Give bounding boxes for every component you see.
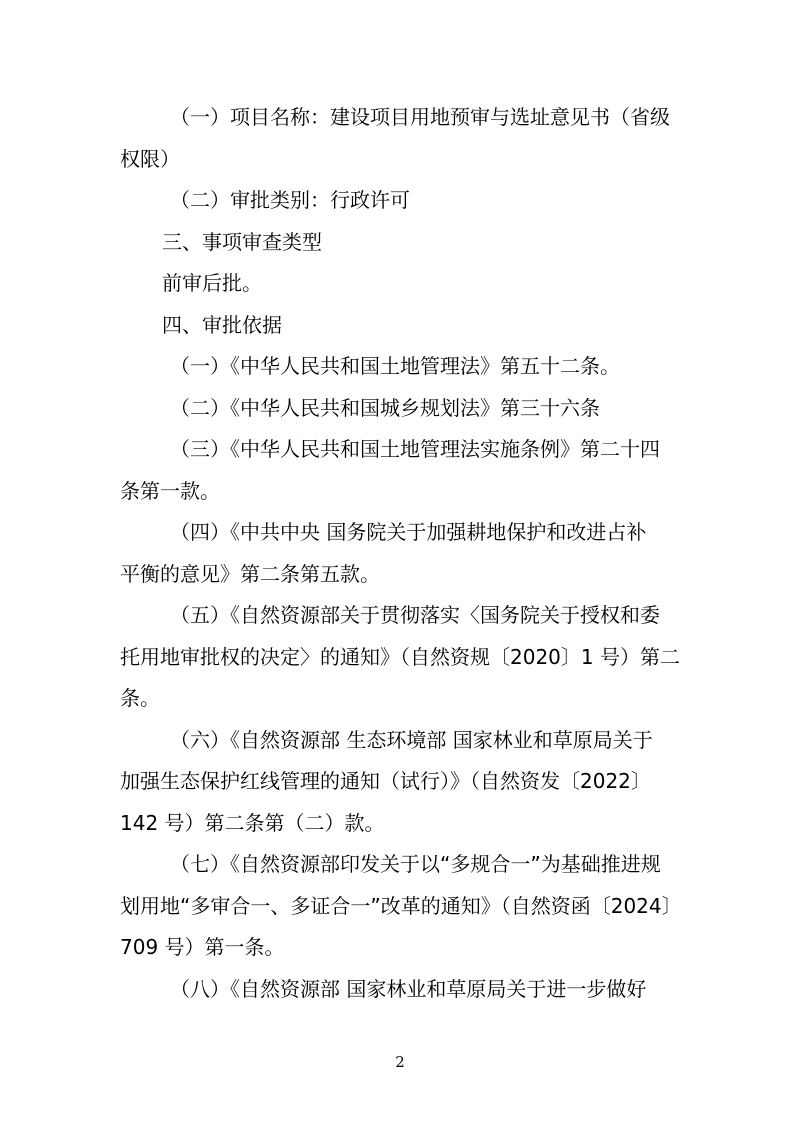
- text-line-basis-2: （二）《中华人民共和国城乡规划法》第三十六条: [170, 395, 600, 420]
- text-line-project-name: （一）项目名称：建设项目用地预审与选址意见书（省级: [170, 105, 670, 129]
- text-line-basis-7-end: 709 号）第一条。: [120, 935, 285, 959]
- text-line-basis-6: （六）《自然资源部 生态环境部 国家林业和草原局关于: [170, 727, 653, 752]
- text-line-basis-3-cont: 条第一款。: [120, 478, 220, 503]
- text-line-basis-5-cont: 托用地审批权的决定〉的通知》（自然资规〔2020〕1 号）第二: [120, 644, 680, 669]
- text-line-basis-7-cont: 划用地“多审合一、多证合一”改革的通知》（自然资函〔2024〕: [120, 893, 682, 918]
- text-line-basis-4: （四）《中共中央 国务院关于加强耕地保护和改进占补: [170, 520, 647, 544]
- text-line-basis-7: （七）《自然资源部印发关于以“多规合一”为基础推进规: [170, 852, 661, 876]
- document-body: [120, 97, 686, 1010]
- text-line-approval-category: （二）审批类别：行政许可: [170, 188, 410, 212]
- text-line-basis-5: （五）《自然资源部关于贯彻落实〈国务院关于授权和委: [170, 603, 660, 627]
- text-line-basis-6-cont: 加强生态保护红线管理的通知（试行）》（自然资发〔2022〕: [120, 769, 651, 793]
- section-heading-approval-basis: 四、审批依据: [162, 312, 282, 337]
- text-line-basis-8: （八）《自然资源部 国家林业和草原局关于进一步做好: [170, 976, 647, 1001]
- text-line-basis-3: （三）《中华人民共和国土地管理法实施条例》第二十四: [170, 437, 660, 461]
- page-number: 2: [395, 1053, 405, 1071]
- text-line-review-type: 前审后批。: [162, 271, 262, 295]
- text-line-basis-5-end: 条。: [120, 686, 160, 710]
- text-line-basis-6-end: 142 号）第二条第（二）款。: [120, 810, 385, 835]
- text-line-project-name-cont: 权限）: [120, 146, 180, 171]
- text-line-basis-4-cont: 平衡的意见》第二条第五款。: [120, 561, 380, 586]
- text-line-basis-1: （一）《中华人民共和国土地管理法》第五十二条。: [170, 354, 620, 378]
- section-heading-review-type: 三、事项审查类型: [162, 229, 322, 254]
